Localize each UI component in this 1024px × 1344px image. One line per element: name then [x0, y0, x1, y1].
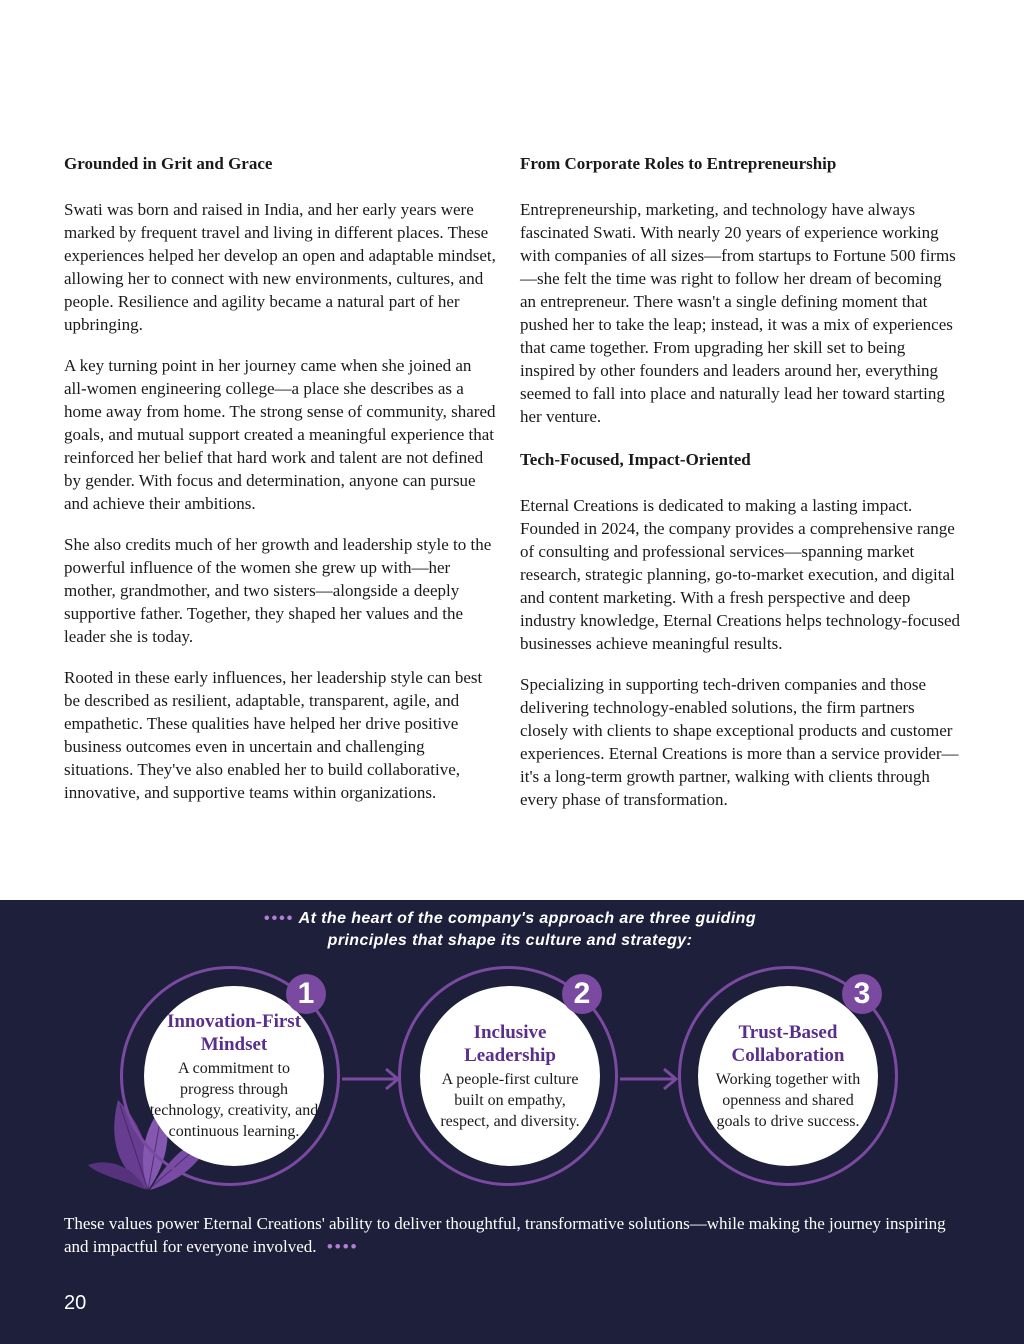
principles-outro	[64, 1212, 964, 1258]
principle-description: A commitment to progress through technology, creativity, and continuous learning.	[149, 1060, 319, 1140]
arrow-right-icon	[340, 1064, 404, 1094]
outro-text: These values power Eternal Creations' ability to deliver thoughtful, transformative solutions—while making the journey inspiring and impactful for everyone involved.	[64, 1214, 946, 1256]
paragraph: Eternal Creations is dedicated to making a lasting impact. Founded in 2024, the company provides a comprehensive range of consulting and professional services—spanning market research, strategic planning, go-to-market execution, and digital and content marketing. With a fresh perspective and deep industry knowledge, Eternal Creations helps technology-focused businesses achieve meaningful results.	[520, 496, 960, 653]
paragraph: A key turning point in her journey came when she joined an all-women engineering college—a place she describes as a home away from home. The strong sense of community, shared goals, and mutual support created a meaningful experience that reinforced her belief that hard work and talent are not defined by gender. With focus and determination, anyone can pursue and achieve their ambitions.	[64, 356, 496, 513]
principle-card-2	[420, 986, 600, 1166]
right-column	[520, 150, 960, 829]
paragraph: Entrepreneurship, marketing, and technology have always fascinated Swati. With nearly 20 years of experience working with companies of all sizes—from startups to Fortune 500 firms—she felt the time was right to follow her dream of becoming an entrepreneur. There wasn't a single defining moment that pushed her to take the leap; instead, it was a mix of experiences that came together. From upgrading her skill set to being inspired by other founders and leaders around her, everything seemed to fall into place and naturally lead her toward starting her venture.	[520, 200, 956, 426]
heading-corporate-to-entrepreneurship: From Corporate Roles to Entrepreneurship	[520, 154, 837, 173]
decorative-dots: ••••	[326, 1237, 359, 1256]
principle-number-badge: 1	[286, 974, 326, 1014]
intro-line-2: principles that shape its culture and strategy:	[327, 932, 693, 949]
left-column	[64, 150, 496, 822]
principle-number-badge: 2	[562, 974, 602, 1014]
principle-number-badge: 3	[842, 974, 882, 1014]
paragraph: Rooted in these early influences, her leadership style can best be described as resilient, adaptable, transparent, agile, and empathetic. These qualities have helped her drive positive business outcomes even in uncertain and challenging situations. They've also enabled her to build collaborative, innovative, and supportive teams within organizations.	[64, 668, 483, 802]
principle-title: Trust-Based Collaboration	[731, 1021, 845, 1066]
heading-grit-grace: Grounded in Grit and Grace	[64, 154, 273, 173]
principle-description: A people-first culture built on empathy, respect, and diversity.	[440, 1070, 580, 1130]
paragraph: Swati was born and raised in India, and her early years were marked by frequent travel and living in different places. These experiences helped her develop an open and adaptable mindset, allowing her to connect with new environments, cultures, and people. Resilience and agility became a natural part of her upbringing.	[64, 200, 496, 334]
arrow-right-icon	[618, 1064, 682, 1094]
heading-tech-focused: Tech-Focused, Impact-Oriented	[520, 450, 751, 469]
principles-intro	[160, 908, 860, 952]
intro-line-1: At the heart of the company's approach are three guiding	[298, 910, 757, 927]
principle-title: Innovation-First Mindset	[166, 1011, 302, 1055]
principle-title: Inclusive Leadership	[464, 1021, 556, 1066]
page-number: 20	[64, 1292, 87, 1314]
principles-band	[0, 900, 1024, 1344]
principle-card-3	[698, 986, 878, 1166]
decorative-dots: ••••	[263, 910, 295, 927]
principle-description: Working together with openness and shared goals to drive success.	[715, 1070, 861, 1130]
principle-card-1	[144, 986, 324, 1166]
paragraph: She also credits much of her growth and leadership style to the powerful influence of the women she grew up with—her mother, grandmother, and two sisters—alongside a deeply supportive father. Together, they shaped her values and the leader she is today.	[64, 535, 492, 646]
paragraph: Specializing in supporting tech-driven companies and those delivering technology-enabled solutions, the firm partners closely with clients to shape exceptional products and customer experiences. Eternal Creations is more than a service provider—it's a long-term growth partner, walking with clients through every phase of transformation.	[520, 675, 959, 809]
